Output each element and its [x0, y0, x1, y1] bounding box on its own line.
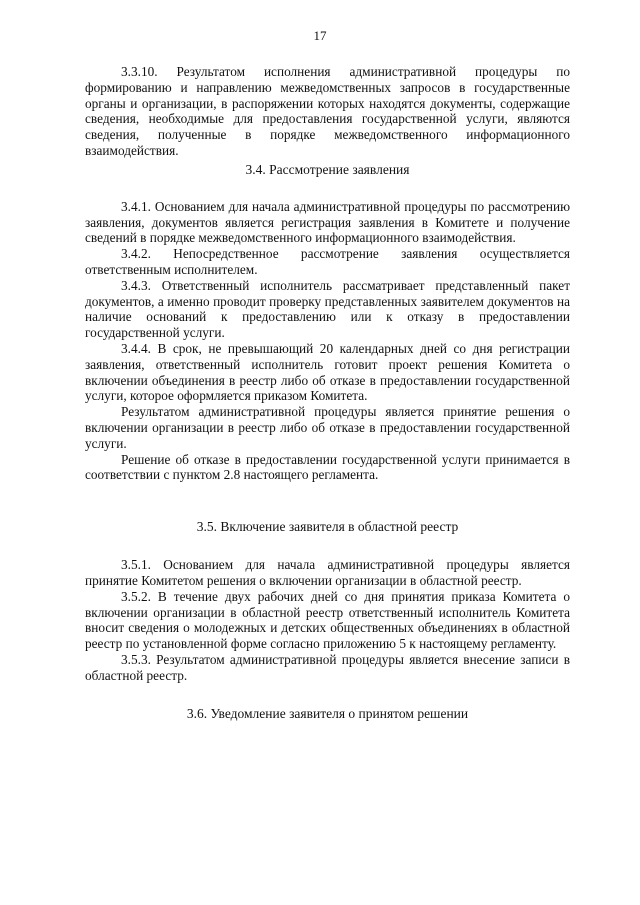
document-body	[85, 64, 570, 722]
paragraph-refusal-3-4: Решение об отказе в предоставлении государственной услуги принимается в соответствии с пунктом 2.8 настоящего регламента.	[85, 451, 570, 483]
paragraph-3-4-1: 3.4.1. Основанием для начала административной процедуры по рассмотрению заявления, документов является регистрация заявления в Комитете и получение сведений в порядке межведомственного информационного взаимодействия.	[85, 198, 570, 246]
paragraph-3-3-10: 3.3.10. Результатом исполнения административной процедуры по формированию и направлению межведомственных запросов в государственные органы и организации, в распоряжении которых находятся документы, содержащие сведения, необходимые для предоставления государственной услуги, являются сведения, полученные в порядке межведомственного информационного взаимодействия.	[85, 64, 570, 158]
paragraph-3-4-2: 3.4.2. Непосредственное рассмотрение заявления осуществляется ответственным исполнителем.	[85, 246, 570, 277]
section-heading-3-4: 3.4. Рассмотрение заявления	[245, 161, 410, 177]
paragraph-3-4-3: 3.4.3. Ответственный исполнитель рассматривает представленный пакет документов, а именно проводит проверку представленных заявителем документов на наличие оснований к предоставлению или к отказу в предоставлении государственной услуги.	[85, 277, 570, 341]
paragraph-3-5-2: 3.5.2. В течение двух рабочих дней со дня принятия приказа Комитета о включении организации в областной реестр ответственный исполнитель Комитета вносит сведения о молодежных и детских общественных объединениях в областной реестр по установленной форме согласно приложению 5 к настоящему регламенту.	[85, 588, 570, 652]
section-heading-3-5: 3.5. Включение заявителя в областной реестр	[196, 519, 459, 535]
paragraph-3-4-4: 3.4.4. В срок, не превышающий 20 календарных дней со дня регистрации заявления, ответственный исполнитель готовит проект решения Комитета о включении объединения в реестр либо об отказе в предоставлении государственной услуги, которое оформляется приказом Комитета.	[85, 340, 570, 404]
paragraph-3-5-1: 3.5.1. Основанием для начала административной процедуры является принятие Комитетом решения о включении организации в областной реестр.	[85, 557, 570, 588]
paragraph-result-3-4: Результатом административной процедуры является принятие решения о включении организации в реестр либо об отказе в предоставлении государственной услуги.	[85, 404, 570, 451]
page-number: 17	[313, 28, 327, 43]
section-heading-3-6: 3.6. Уведомление заявителя о принятом решении	[186, 705, 469, 721]
paragraph-3-5-3: 3.5.3. Результатом административной процедуры является внесение записи в областной реестр.	[85, 651, 570, 683]
